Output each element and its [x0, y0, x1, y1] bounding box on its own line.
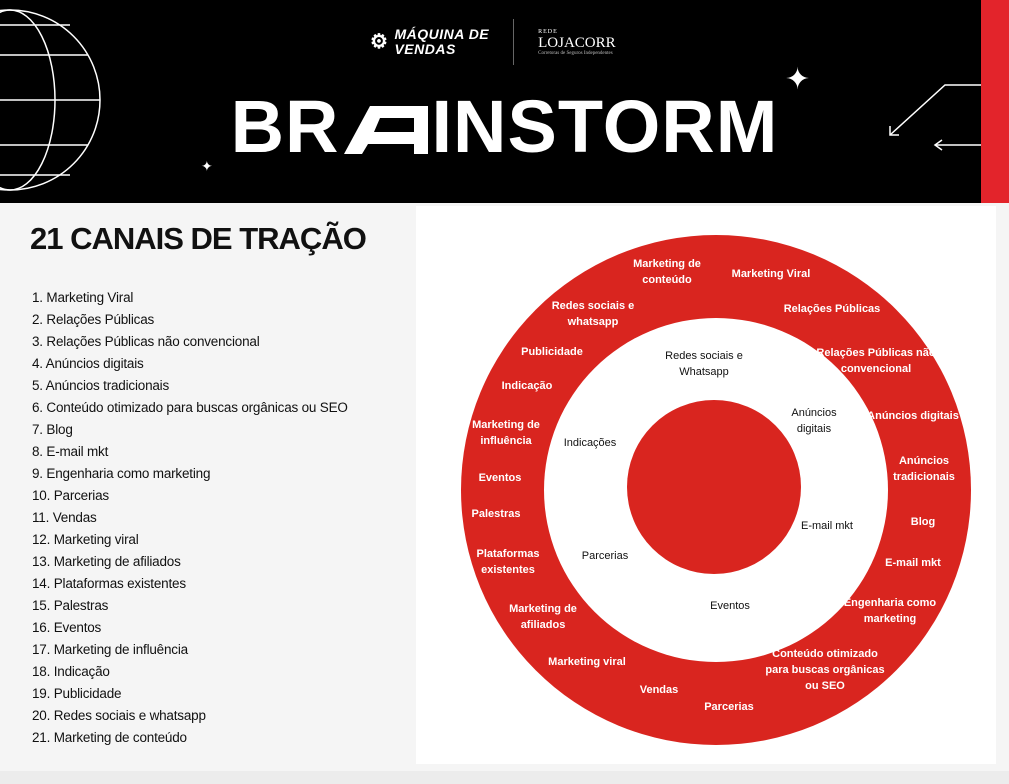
outer-ring-label-line: Marketing viral [548, 655, 626, 668]
channel-item: 16. Eventos [32, 620, 102, 635]
inner-ring-label-line: digitais [796, 422, 832, 435]
outer-ring-label-line: whatsapp [567, 315, 619, 328]
outer-ring-label-line: Redes sociais e [551, 299, 635, 312]
outer-ring-label-line: Palestras [471, 507, 521, 520]
outer-ring-label-line: Marketing de [509, 602, 577, 615]
brand-line-2: VENDAS [394, 41, 456, 57]
brand-line-1: MÁQUINA DE [394, 26, 490, 42]
outer-ring-label-line: ou SEO [805, 679, 845, 692]
outer-ring-label-line: conteúdo [642, 273, 692, 286]
outer-ring-label [911, 516, 935, 528]
inner-ring-label-line: Anúncios [791, 406, 837, 419]
outer-ring-label-line: Plataformas [476, 547, 540, 560]
channel-item: 3. Relações Públicas não convencional [32, 334, 260, 349]
outer-ring-label-line: para buscas orgânicas [765, 663, 885, 676]
title-part-2: INSTORM [431, 85, 779, 168]
list-title: 21 CANAIS DE TRAÇÃO [30, 221, 366, 256]
inner-ring-label-line: Whatsapp [679, 365, 729, 378]
channel-item: 6. Conteúdo otimizado para buscas orgânicas ou SEO [32, 400, 348, 415]
channel-item: 8. E-mail mkt [32, 444, 109, 459]
channel-item: 9. Engenharia como marketing [32, 466, 211, 481]
outer-ring-label-line: convencional [840, 362, 912, 375]
inner-ring-label [710, 600, 750, 612]
outer-ring-label [502, 380, 553, 392]
channel-item: 1. Marketing Viral [32, 290, 134, 305]
inner-ring-label-line: Parcerias [581, 549, 629, 562]
channel-item: 13. Marketing de afiliados [32, 554, 181, 569]
outer-ring-label-line: Conteúdo otimizado [772, 647, 878, 660]
channel-item: 2. Relações Públicas [32, 312, 155, 327]
channel-item: 17. Marketing de influência [32, 642, 188, 657]
outer-ring-label-line: afiliados [520, 618, 566, 631]
outer-ring-label-line: tradicionais [893, 470, 955, 483]
outer-ring-label-line: Vendas [639, 683, 679, 696]
outer-ring-label-line: Indicação [501, 379, 553, 392]
channel-item: 15. Palestras [32, 598, 109, 613]
outer-ring-label-line: Anúncios digitais [867, 409, 959, 422]
channel-item: 19. Publicidade [32, 686, 122, 701]
outer-ring-label-line: influência [480, 434, 532, 447]
outer-ring-label [479, 472, 522, 484]
outer-ring-label-line: Eventos [478, 471, 522, 484]
gears-icon: ⚙ [370, 30, 389, 53]
channel-item: 20. Redes sociais e whatsapp [32, 708, 206, 723]
lojacorr-name: LOJACORR [538, 34, 616, 51]
channel-item: 21. Marketing de conteúdo [32, 730, 187, 745]
outer-ring-label [784, 303, 881, 315]
channel-item: 14. Plataformas existentes [32, 576, 186, 591]
outer-ring-label-line: E-mail mkt [885, 556, 941, 569]
outer-ring-label-line: Anúncios [898, 454, 950, 467]
outer-ring-label-line: marketing [863, 612, 917, 625]
channel-item: 18. Indicação [32, 664, 110, 679]
outer-ring-label [548, 656, 626, 668]
outer-ring-label [704, 701, 754, 713]
outer-ring-label-line: Relações Públicas não [816, 346, 936, 359]
outer-ring-label [732, 268, 811, 280]
outer-ring-label [640, 684, 679, 696]
outer-ring-label [521, 346, 583, 358]
inner-ring-label [564, 437, 617, 449]
channel-item: 10. Parcerias [32, 488, 109, 503]
channel-item: 12. Marketing viral [32, 532, 139, 547]
inner-ring-label [801, 520, 853, 532]
inner-ring-label-line: Eventos [710, 599, 750, 612]
title-part-1: BR [230, 85, 340, 168]
inner-ring-label [582, 550, 629, 562]
outer-ring-label-line: existentes [481, 563, 535, 576]
channel-item: 7. Blog [32, 422, 73, 437]
outer-ring-label-line: Relações Públicas [783, 302, 881, 315]
outer-ring-label-line: Marketing de [633, 257, 701, 270]
channel-item: 4. Anúncios digitais [32, 356, 144, 371]
outer-ring-label-line: Publicidade [521, 345, 583, 358]
outer-ring-label-line: Parcerias [704, 700, 754, 713]
lojacorr-tagline: Corretoras de Seguros Independentes [538, 50, 613, 56]
outer-ring-label [472, 508, 521, 520]
channel-item: 5. Anúncios tradicionais [32, 378, 170, 393]
sparkle-icon: ✦ [785, 63, 811, 96]
outer-ring-label [885, 557, 941, 569]
outer-ring-label-line: Engenharia como [843, 596, 937, 609]
outer-ring-label-line: Marketing Viral [731, 267, 811, 280]
outer-ring-label-line: Marketing de [472, 418, 540, 431]
inner-ring-label-line: Redes sociais e [665, 349, 743, 362]
inner-ring-label-line: Indicações [563, 436, 617, 449]
lojacorr-prefix: REDE [538, 28, 558, 35]
inner-ring-label-line: E-mail mkt [801, 519, 853, 532]
sparkle-small-icon: ✦ [201, 158, 213, 174]
outer-ring-label-line: Blog [910, 515, 936, 528]
channel-item: 11. Vendas [32, 510, 97, 525]
center-circle [627, 400, 801, 574]
outer-ring-label [867, 410, 959, 422]
